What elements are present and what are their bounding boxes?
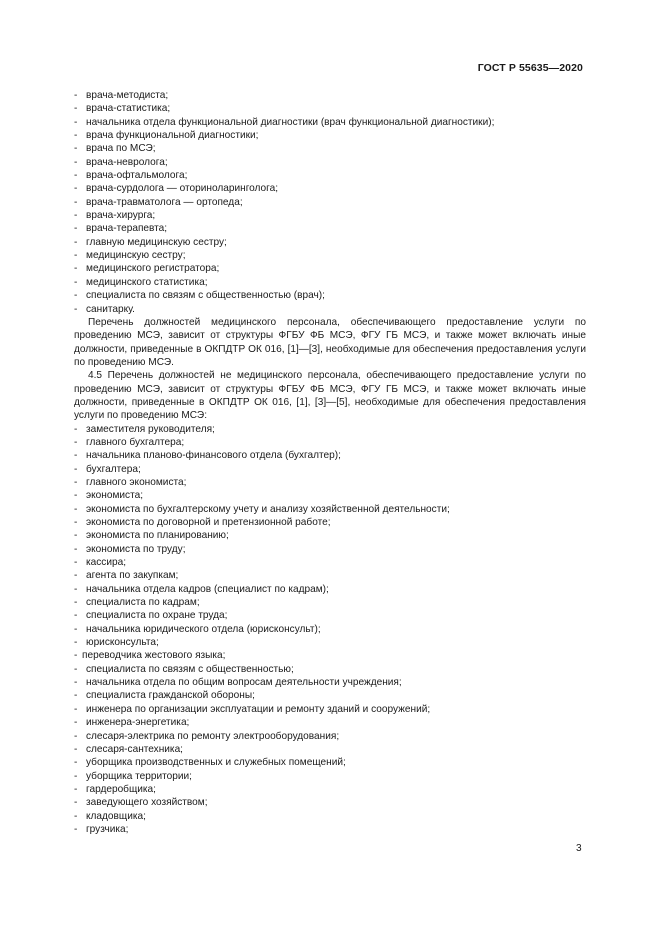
- list-marker: -: [74, 276, 78, 288]
- list-marker: -: [74, 610, 78, 622]
- list-item-text: слесаря-сантехника;: [86, 743, 183, 755]
- list-item: [74, 209, 586, 222]
- list-item: [74, 596, 586, 609]
- list-item: [74, 623, 586, 636]
- standard-code-header: ГОСТ Р 55635—2020: [477, 62, 583, 74]
- list-marker: -: [74, 130, 78, 142]
- list-item-text: медицинского регистратора;: [86, 263, 220, 275]
- list-item-text: начальника отдела кадров (специалист по кадрам);: [86, 583, 329, 595]
- list-marker: -: [74, 570, 78, 582]
- list-item-text: специалиста по связям с общественностью (врач);: [86, 290, 325, 302]
- paragraph-4-5: 4.5 Перечень должностей не медицинского персонала, обеспечивающего предоставление услуги по проведению МСЭ, зависит от структуры ФГБУ ФБ МСЭ, ФГУ ГБ МСЭ, и также может включать иные должности, приведенные в ОКПДТР ОК 016, [1], [3]—[5], необходимые для обеспечения предоставления услуги по проведению МСЭ:: [74, 370, 586, 422]
- list-item: [74, 249, 586, 262]
- list-marker: -: [74, 223, 78, 235]
- list-item-text: начальника отдела функциональной диагностики (врач функциональной диагностики);: [86, 116, 495, 128]
- list-item-text: врача-методиста;: [86, 90, 169, 101]
- list-marker: -: [74, 183, 78, 195]
- list-item: [74, 182, 586, 195]
- list-item-text: гардеробщика;: [86, 783, 156, 795]
- list-item: [74, 436, 586, 449]
- list-item: [74, 569, 586, 582]
- list-item: [74, 449, 586, 462]
- list-item-text: главного бухгалтера;: [86, 436, 185, 448]
- list-item-text: начальника юридического отдела (юрисконсульт);: [86, 623, 321, 635]
- list-marker: -: [74, 450, 78, 462]
- list-item-text: начальника планово-финансового отдела (бухгалтер);: [86, 450, 341, 462]
- list-item: [74, 489, 586, 502]
- list-marker: -: [74, 703, 78, 715]
- list-item-text: инженера-энергетика;: [86, 717, 190, 729]
- list-marker: -: [74, 490, 78, 502]
- list-item: [74, 810, 586, 823]
- list-item: [74, 609, 586, 622]
- medical-staff-list: [74, 89, 586, 316]
- list-marker: -: [74, 583, 78, 595]
- list-item: [74, 503, 586, 516]
- list-item-text: экономиста по бухгалтерскому учету и анализу хозяйственной деятельности;: [86, 503, 450, 515]
- list-item-text: медицинскую сестру;: [86, 250, 186, 262]
- list-marker: -: [74, 90, 78, 101]
- list-item-text: заведующего хозяйством;: [86, 797, 208, 809]
- list-marker: -: [74, 116, 78, 128]
- list-item: [74, 196, 586, 209]
- list-item-text: главную медицинскую сестру;: [86, 236, 227, 248]
- list-item: [74, 823, 586, 836]
- list-item: [74, 463, 586, 476]
- list-item: [74, 476, 586, 489]
- list-item-text: специалиста по кадрам;: [86, 597, 200, 609]
- list-item-text: уборщика территории;: [86, 770, 192, 782]
- list-marker: -: [74, 690, 78, 702]
- list-item-text: врача-терапевта;: [86, 223, 168, 235]
- list-marker: -: [74, 423, 78, 435]
- list-item: [74, 156, 586, 169]
- list-item: [74, 116, 586, 129]
- list-item-text: заместителя руководителя;: [86, 423, 215, 435]
- list-item-text: главного экономиста;: [86, 476, 187, 488]
- list-item-text: врача функциональной диагностики;: [86, 130, 259, 142]
- list-marker: -: [74, 823, 78, 835]
- list-item: [74, 743, 586, 756]
- list-item-text: экономиста;: [86, 490, 144, 502]
- list-item-text: врача-статистика;: [86, 103, 171, 115]
- list-item-text: начальника отдела по общим вопросам деятельности учреждения;: [86, 677, 402, 689]
- list-marker: -: [74, 303, 78, 315]
- list-item-text: экономиста по планированию;: [86, 530, 229, 542]
- list-item-text: врача-хирурга;: [86, 210, 156, 222]
- list-item: [74, 423, 586, 436]
- list-marker: -: [74, 236, 78, 248]
- list-item: [74, 663, 586, 676]
- list-marker: -: [74, 597, 78, 609]
- list-marker: -: [74, 730, 78, 742]
- list-item: [74, 583, 586, 596]
- list-marker: -: [74, 196, 78, 208]
- list-item-text: специалиста по связям с общественностью;: [86, 663, 294, 675]
- list-marker: -: [74, 557, 78, 569]
- list-item: [74, 756, 586, 769]
- list-marker: -: [74, 250, 78, 262]
- list-marker: -: [74, 717, 78, 729]
- list-item: [74, 730, 586, 743]
- list-marker: -: [74, 170, 78, 182]
- list-marker: -: [74, 650, 78, 662]
- list-marker: -: [74, 797, 78, 809]
- list-marker: -: [74, 743, 78, 755]
- list-item-text: санитарку.: [86, 303, 135, 315]
- list-item-text: врача-офтальмолога;: [86, 170, 188, 182]
- list-item-text: кассира;: [86, 557, 127, 569]
- list-item-text: врача-невролога;: [86, 156, 168, 168]
- list-item: [74, 649, 586, 662]
- list-item-text: специалиста по охране труда;: [86, 610, 228, 622]
- list-item-text: слесаря-электрика по ремонту электрооборудования;: [86, 730, 340, 742]
- page-number: 3: [576, 843, 582, 854]
- list-item-text: кладовщика;: [86, 810, 146, 822]
- list-item: [74, 556, 586, 569]
- list-marker: -: [74, 677, 78, 689]
- non-medical-staff-list: [74, 423, 586, 837]
- list-marker: -: [74, 623, 78, 635]
- list-marker: -: [74, 210, 78, 222]
- list-item: [74, 529, 586, 542]
- list-item: [74, 236, 586, 249]
- list-item: [74, 303, 586, 316]
- list-item: [74, 276, 586, 289]
- list-item: [74, 636, 586, 649]
- list-item: [74, 262, 586, 275]
- list-marker: -: [74, 476, 78, 488]
- list-item: [74, 783, 586, 796]
- list-item: [74, 676, 586, 689]
- list-marker: -: [74, 290, 78, 302]
- document-body: [74, 89, 586, 836]
- paragraph-medical-staff-note: Перечень должностей медицинского персонала, обеспечивающего предоставление услуги по проведению МСЭ, зависит от структуры ФГБУ ФБ МСЭ, ФГУ ГБ МСЭ, и также может включать иные должности, приведенные в ОКПДТР ОК 016, [1]—[3], необходимые для обеспечения предоставления услуги по проведению МСЭ.: [74, 316, 586, 368]
- list-item-text: экономиста по труду;: [86, 543, 186, 555]
- list-item-text: юрисконсульта;: [86, 637, 159, 649]
- list-marker: -: [74, 463, 78, 475]
- list-item-text: медицинского статистика;: [86, 276, 208, 288]
- list-item-text: уборщика производственных и служебных помещений;: [86, 757, 346, 769]
- list-marker: -: [74, 663, 78, 675]
- list-item: [74, 516, 586, 529]
- list-item-text: агента по закупкам;: [86, 570, 179, 582]
- list-marker: -: [74, 757, 78, 769]
- list-item-text: бухгалтера;: [86, 463, 141, 475]
- list-item-text: переводчика жестового языка;: [82, 650, 226, 662]
- list-marker: -: [74, 503, 78, 515]
- list-item-text: врача по МСЭ;: [86, 143, 156, 155]
- list-item-text: специалиста гражданской обороны;: [86, 690, 255, 702]
- list-item: [74, 169, 586, 182]
- list-marker: -: [74, 543, 78, 555]
- list-marker: -: [74, 517, 78, 528]
- list-marker: -: [74, 783, 78, 795]
- list-marker: -: [74, 530, 78, 542]
- list-item-text: экономиста по договорной и претензионной работе;: [86, 517, 331, 528]
- list-marker: -: [74, 436, 78, 448]
- list-marker: -: [74, 770, 78, 782]
- list-marker: -: [74, 810, 78, 822]
- list-marker: -: [74, 263, 78, 275]
- list-item: [74, 716, 586, 729]
- list-marker: -: [74, 143, 78, 155]
- list-item: [74, 770, 586, 783]
- list-item: [74, 89, 586, 102]
- list-item: [74, 222, 586, 235]
- list-item-text: грузчика;: [86, 823, 129, 835]
- list-item: [74, 689, 586, 702]
- list-item-text: врача-травматолога — ортопеда;: [86, 196, 243, 208]
- list-item-text: врача-сурдолога — оториноларинголога;: [86, 183, 279, 195]
- list-item: [74, 796, 586, 809]
- list-item-text: инженера по организации эксплуатации и ремонту зданий и сооружений;: [86, 703, 431, 715]
- list-item: [74, 142, 586, 155]
- list-item: [74, 703, 586, 716]
- list-item: [74, 129, 586, 142]
- list-marker: -: [74, 637, 78, 649]
- list-item: [74, 543, 586, 556]
- list-marker: -: [74, 103, 78, 115]
- list-item: [74, 102, 586, 115]
- list-item: [74, 289, 586, 302]
- list-marker: -: [74, 156, 78, 168]
